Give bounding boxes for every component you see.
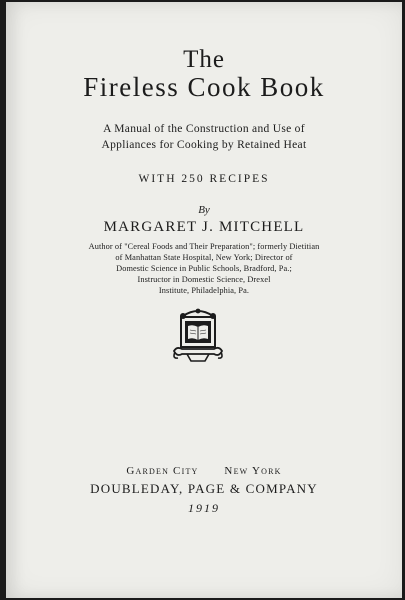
imprint-city-2: New York	[224, 465, 282, 477]
author-credential-line: Instructor in Domestic Science, Drexel	[137, 275, 271, 284]
subtitle-line-1: A Manual of the Construction and Use of	[103, 123, 305, 135]
author-credential-line: Domestic Science in Public Schools, Bradford, Pa.;	[116, 264, 292, 273]
author-credential-line: of Manhattan State Hospital, New York; Director of	[115, 253, 293, 262]
publisher-name: DOUBLEDAY, PAGE & COMPANY	[90, 481, 318, 496]
publication-year: 1919	[188, 501, 220, 515]
author-name: MARGARET J. MITCHELL	[103, 219, 305, 235]
imprint-place	[6, 465, 402, 477]
author-credential-line: Author of "Cereal Foods and Their Preparation"; formerly Dietitian	[88, 242, 320, 251]
publisher-emblem-icon	[169, 304, 227, 364]
by-label: By	[198, 204, 210, 216]
book-title: Fireless Cook Book	[83, 72, 325, 102]
subtitle-line-2: Appliances for Cooking by Retained Heat	[101, 139, 307, 151]
author-credential-line: Institute, Philadelphia, Pa.	[158, 286, 250, 295]
title-line-the: The	[183, 46, 225, 73]
imprint-city-1: Garden City	[126, 465, 199, 477]
title-page	[6, 2, 402, 598]
recipes-line: WITH 250 RECIPES	[138, 173, 270, 185]
